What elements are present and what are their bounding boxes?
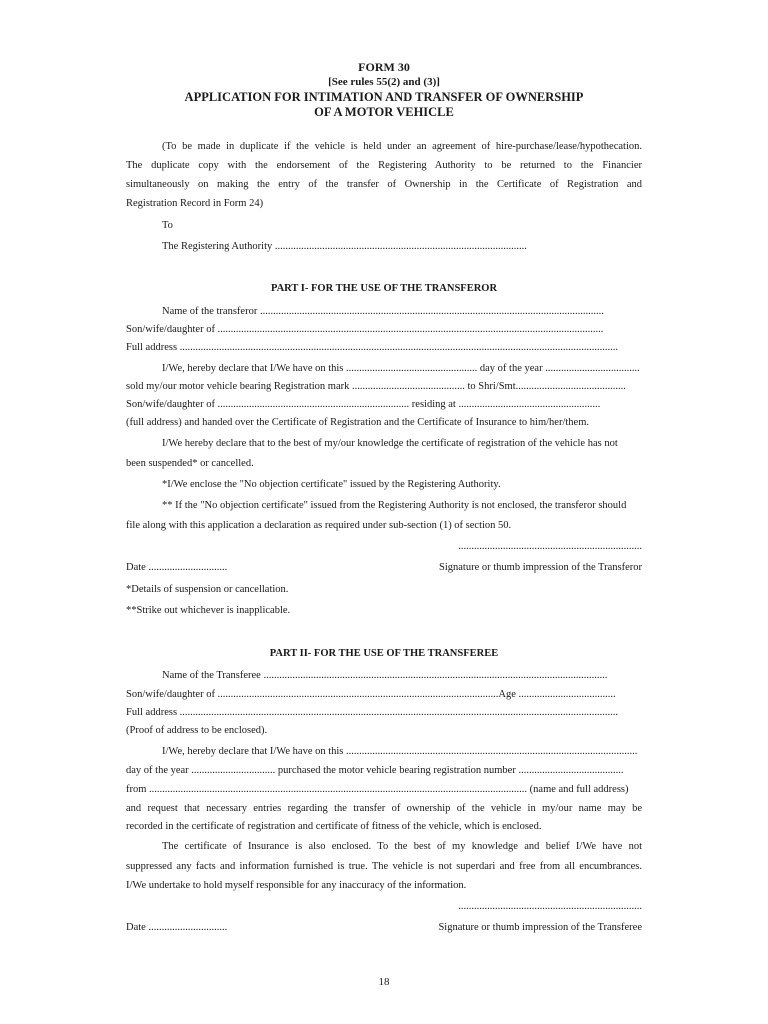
registering-authority-field: The Registering Authority ................................................................................................ [162,241,527,252]
form-page [126,0,642,1024]
transferor-declaration-2: sold my/our motor vehicle bearing Registration mark ........................................... to Shri/Smt.......................................... [126,381,626,392]
noc-note-1: ** If the "No objection certificate" issued from the Registering Authority is not enclosed, the transferor should [162,500,627,511]
proof-of-address-note: (Proof of address to be enclosed). [126,725,268,736]
transferee-relation-age-field: Son/wife/daughter of ...........................................................................................................Age ..................................... [126,689,616,700]
transferor-date-field: Date .............................. [126,562,228,573]
transferee-declaration-2: day of the year ................................ purchased the motor vehicle bearing registration number ........................................ [126,765,624,776]
intro-line-2: The duplicate copy with the endorsement of the Registering Authority to be returned to the Financier [126,160,642,171]
part2-heading: PART II- FOR THE USE OF THE TRANSFEREE [269,648,499,659]
transferor-declaration-5: I/We hereby declare that to the best of my/our knowledge the certificate of registration of the vehicle has not [162,438,618,449]
transferor-name-field: Name of the transferor ................................................................................................................................... [162,306,604,317]
insurance-statement-1: The certificate of Insurance is also enclosed. To the best of my knowledge and belief I/We have not [162,841,642,852]
transferee-name-field: Name of the Transferee ................................................................................................................................... [162,670,608,681]
intro-line-1: (To be made in duplicate if the vehicle is held under an agreement of hire-purchase/lease/hypothecation. [162,141,642,152]
transferee-signature-line: ...................................................................... [458,901,642,912]
footnote-strike-out: **Strike out whichever is inapplicable. [126,605,291,616]
insurance-statement-3: I/We undertake to hold myself responsible for any inaccuracy of the information. [126,880,467,891]
intro-line-4: Registration Record in Form 24) [126,198,264,209]
transferor-signature-line: ...................................................................... [458,541,642,552]
form-title-line-1: APPLICATION FOR INTIMATION AND TRANSFER OF OWNERSHIP [184,90,584,104]
transferor-declaration-6: been suspended* or cancelled. [126,458,254,469]
transferor-declaration-3: Son/wife/daughter of ......................................................................... residing at ...................................................... [126,399,601,410]
transferee-address-field: Full address ....................................................................................................................................................................... [126,707,619,718]
form-title-line-2: OF A MOTOR VEHICLE [314,105,454,119]
noc-note-2: file along with this application a declaration as required under sub-section (1) of section 50. [126,520,512,531]
transferee-declaration-3: from ................................................................................................................................................ (name and full address) [126,784,629,795]
insurance-statement-2: suppressed any facts and information furnished is true. The vehicle is not superdari and free from all encumbrances. [126,861,642,872]
footnote-suspension: *Details of suspension or cancellation. [126,584,289,595]
transferor-declaration-4: (full address) and handed over the Certificate of Registration and the Certificate of Insurance to him/her/them. [126,417,589,428]
intro-line-3: simultaneously on making the entry of the transfer of Ownership in the Certificate of Registration and [126,179,642,190]
transferee-declaration-5: recorded in the certificate of registration and certificate of fitness of the vehicle, which is enclosed. [126,821,542,832]
form-number: FORM 30 [358,60,410,74]
transferee-date-field: Date .............................. [126,922,228,933]
noc-enclosed-statement: *I/We enclose the "No objection certificate" issued by the Registering Authority. [162,479,501,490]
transferee-signature-label: Signature or thumb impression of the Transferee [438,922,642,933]
transferor-relation-field: Son/wife/daughter of ................................................................................................................................................... [126,324,604,335]
transferor-signature-label: Signature or thumb impression of the Transferor [439,562,642,573]
transferee-declaration-4: and request that necessary entries regarding the transfer of ownership of the vehicle in my/our name may be [126,803,642,814]
transferor-address-field: Full address ....................................................................................................................................................................... [126,342,619,353]
to-label: To [162,220,173,231]
transferee-declaration-1: I/We, hereby declare that I/We have on this ............................................................................................................... [162,746,638,757]
transferor-declaration-1: I/We, hereby declare that I/We have on this .................................................. day of the year .................................... [162,363,640,374]
form-rules: [See rules 55(2) and (3)] [328,76,440,88]
page-number: 18 [378,976,390,988]
part1-heading: PART I- FOR THE USE OF THE TRANSFEROR [270,283,498,294]
